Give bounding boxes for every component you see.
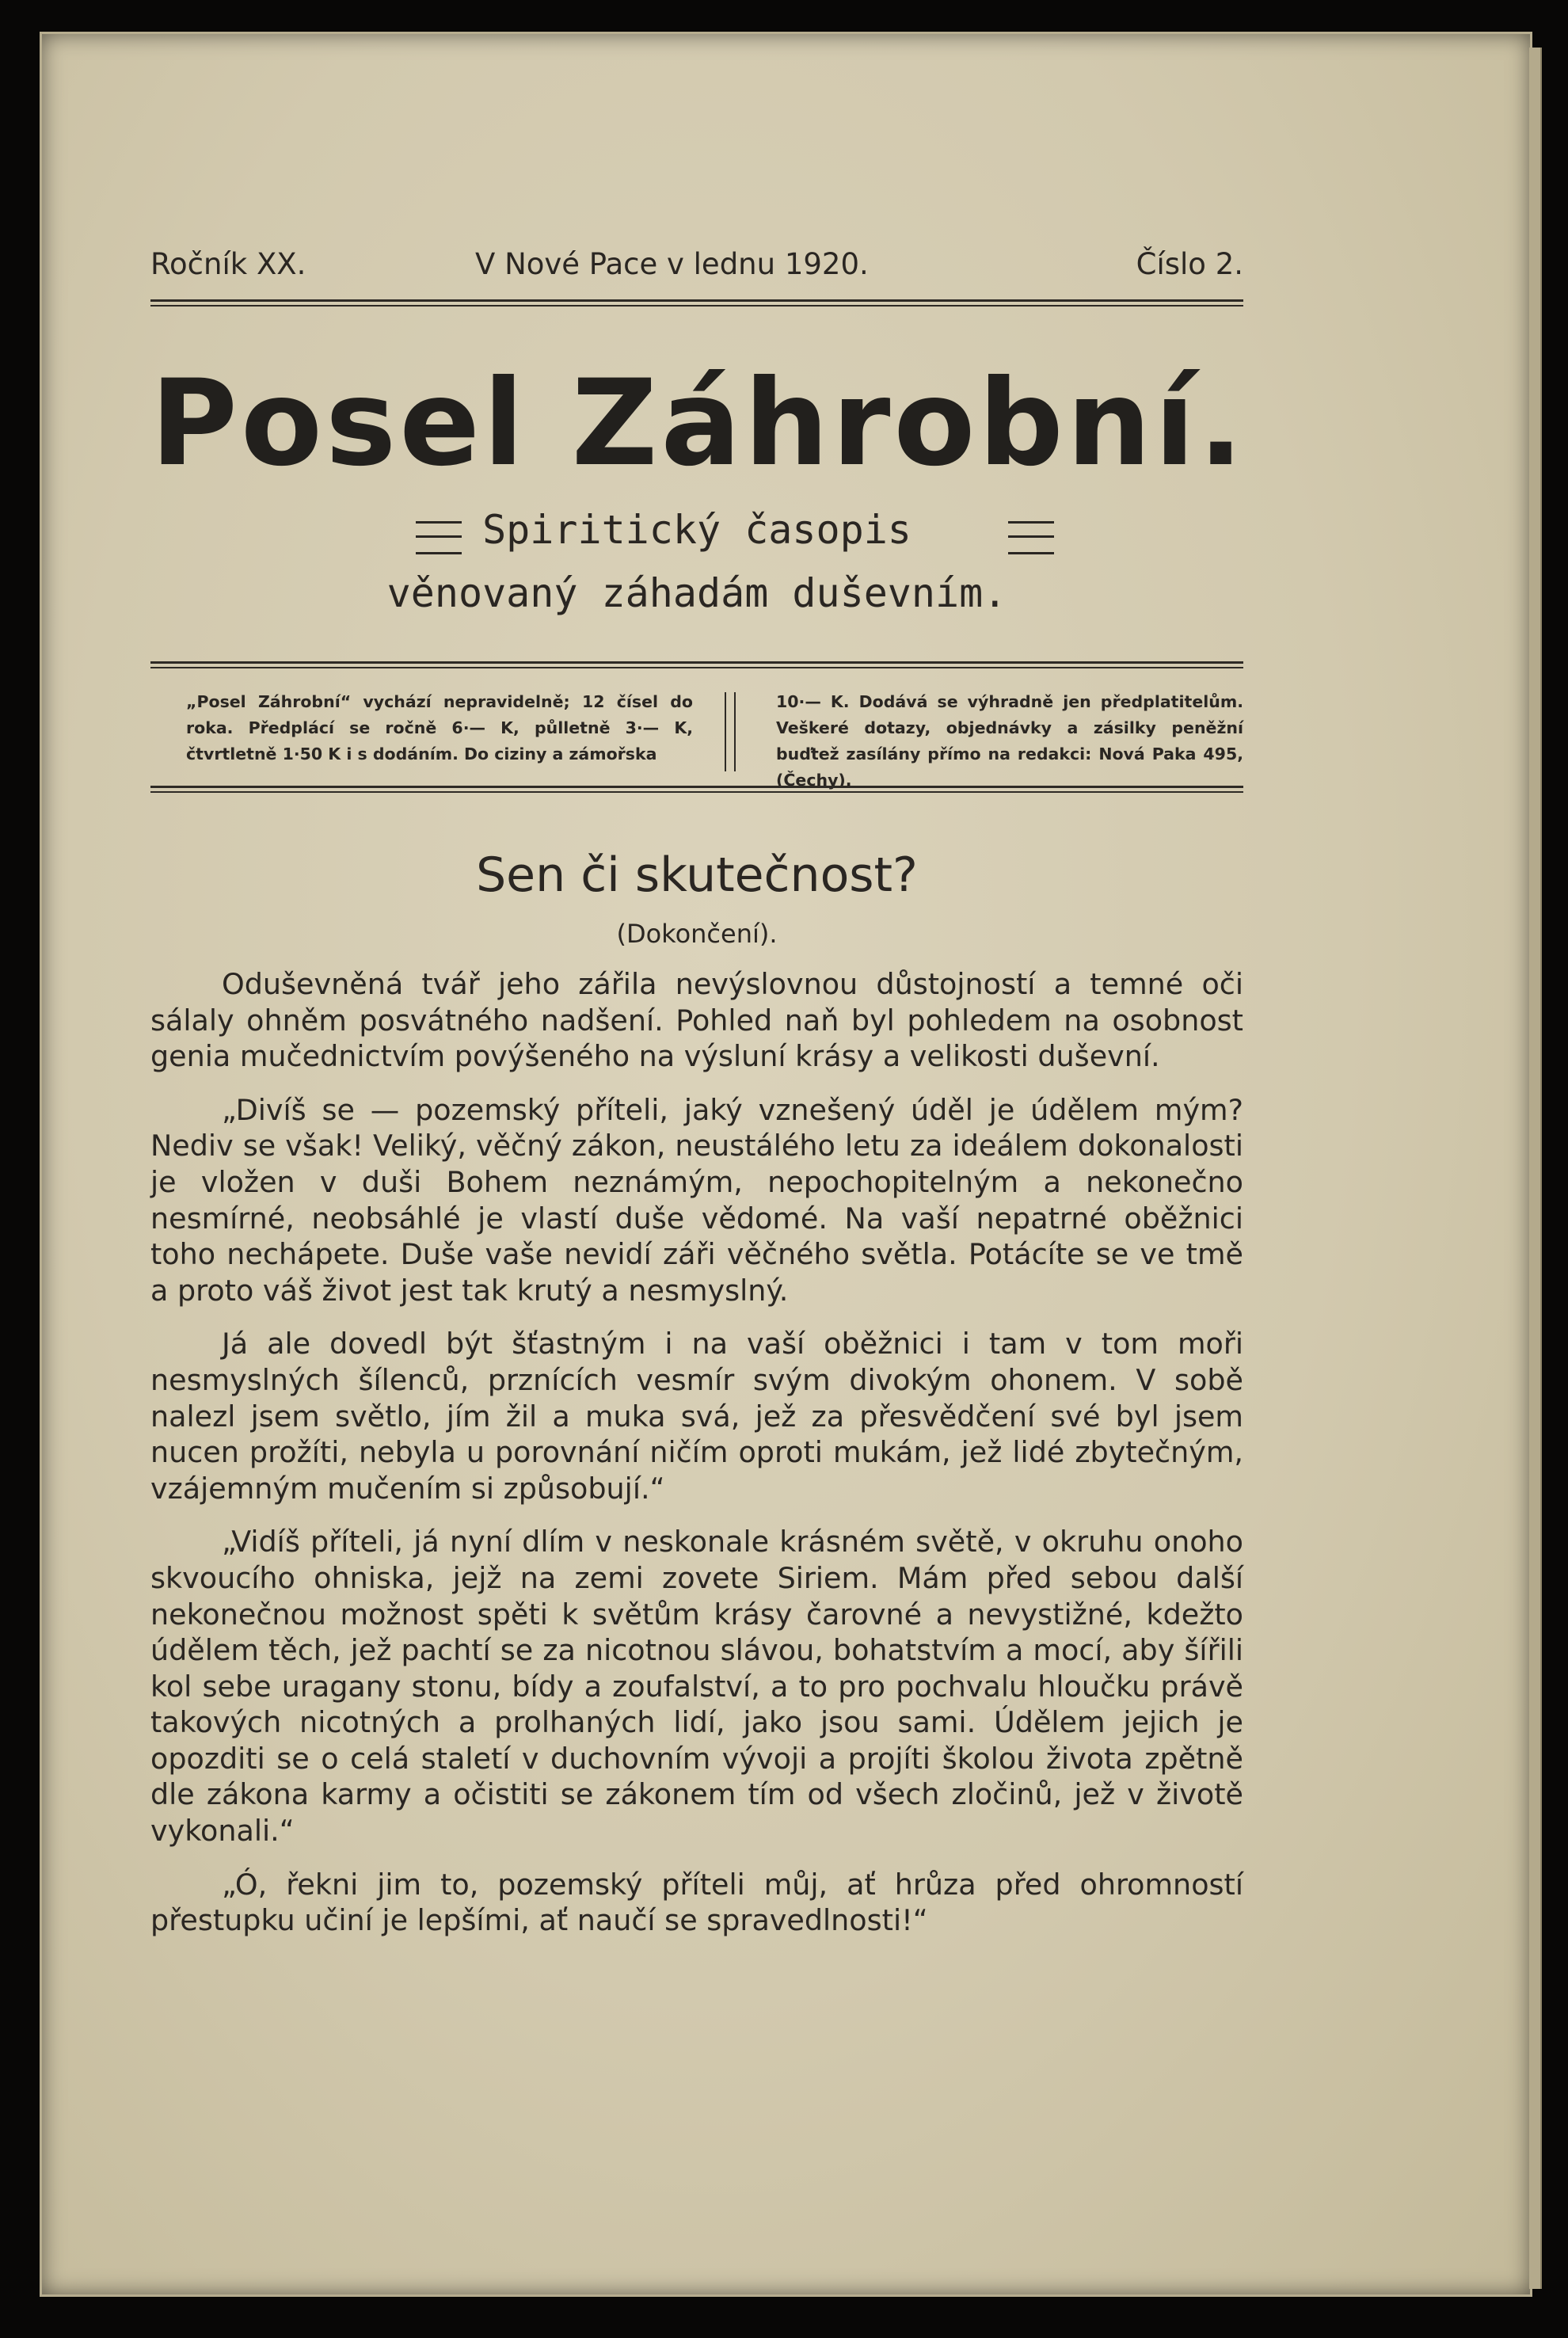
subscription-info-right: 10·— K. Dodává se výhradně jen předplatitelům. Veškeré dotazy, objednávky a zásilky peněžní buďtež zasílány přímo na redakci: Nová Paka 495, (Čechy). (776, 692, 1243, 790)
issue-line (150, 247, 1243, 295)
article-paragraph: Oduševněná tvář jeho zářila nevýslovnou důstojností a temné oči sálaly ohněm posvátného nadšení. Pohled naň byl pohledem na osobnost genia mučednictvím povýšeného na výsluní krásy a velikosti duševní. (150, 967, 1243, 1074)
issue-place-date: V Nové Pace v lednu 1920. (475, 247, 869, 281)
page-edge (1529, 48, 1542, 2289)
ornament-right (1008, 521, 1054, 554)
masthead-title: Posel Záhrobní. (150, 355, 1246, 493)
masthead-subtitle-line1: Spiritický časopis (482, 507, 911, 553)
article-body (150, 966, 1243, 1956)
article-paragraph: Já ale dovedl být šťastným i na vaší oběžnici i tam v tom moři nesmyslných šílenců, prznících vesmír svým divokým ohonem. V sobě nalezl jsem světlo, jím žil a muka svá, jež za přesvědčení své byl jsem nucen prožíti, nebyla u porovnání ničím oproti mukám, jež lidé zbytečným, vzájemným mučením si způsobují.“ (150, 1327, 1243, 1506)
article-paragraph: „Divíš se — pozemský příteli, jaký vznešený úděl je údělem mým? Nediv se však! Veliký, věčný zákon, neustálého letu za ideálem dokonalosti je vložen v duši Bohem neznámým, nepochopitelným a nekonečno nesmírné, neobsáhlé je vlastí duše vědomé. Na vaší nepatrné oběžnici toho nechápete. Duše vaše nevidí záři věčného světla. Potácíte se ve tmě a proto váš život jest tak krutý a nesmyslný. (150, 1092, 1243, 1308)
masthead-subtitle-line2: věnovaný záhadám duševním. (386, 570, 1007, 616)
info-top-rule (150, 661, 1243, 668)
issue-number: Číslo 2. (1136, 247, 1243, 281)
info-bottom-rule (150, 786, 1243, 793)
subscription-info (150, 689, 1243, 790)
header-rule (150, 299, 1243, 307)
info-divider (725, 692, 736, 771)
article-paragraph: „Vidíš příteli, já nyní dlím v neskonale krásném světě, v okruhu onoho skvoucího ohniska, jejž na zemi zovete Siriem. Mám před sebou další nekonečnou možnost spěti k světům krásy čarovné a nevystižné, kdežto údělem těch, jež pachtí se za nicotnou slávou, bohatstvím a mocí, aby šířili kol sebe uragany stonu, bídy a zoufalství, a to pro pochvalu hloučku právě takových nicotných a prolhaných lidí, jako jsou sami. Údělem jejich je opozditi se o celá staletí v duchovním vývoji a projíti školou života zpětně dle zákona karmy a očistiti se zákonem tím od všech zločinů, jež v životě vykonali.“ (150, 1525, 1243, 1849)
magazine-page (40, 32, 1532, 2297)
article-paragraph: „Ó, řekni jim to, pozemský příteli můj, ať hrůza před ohromností přestupku učiní je lepšími, ať naučí se spravedlnosti!“ (150, 1867, 1243, 1938)
issue-volume: Ročník XX. (150, 247, 306, 281)
subscription-info-left: „Posel Záhrobní“ vychází nepravidelně; 12 čísel do roka. Předplácí se ročně 6·— K, půlletně 3·— K, čtvrtletně 1·50 K i s dodáním. Do ciziny a zámořska (186, 692, 693, 763)
article-continuation-note: (Dokončení). (616, 919, 778, 949)
article-title: Sen či skutečnost? (476, 847, 918, 903)
